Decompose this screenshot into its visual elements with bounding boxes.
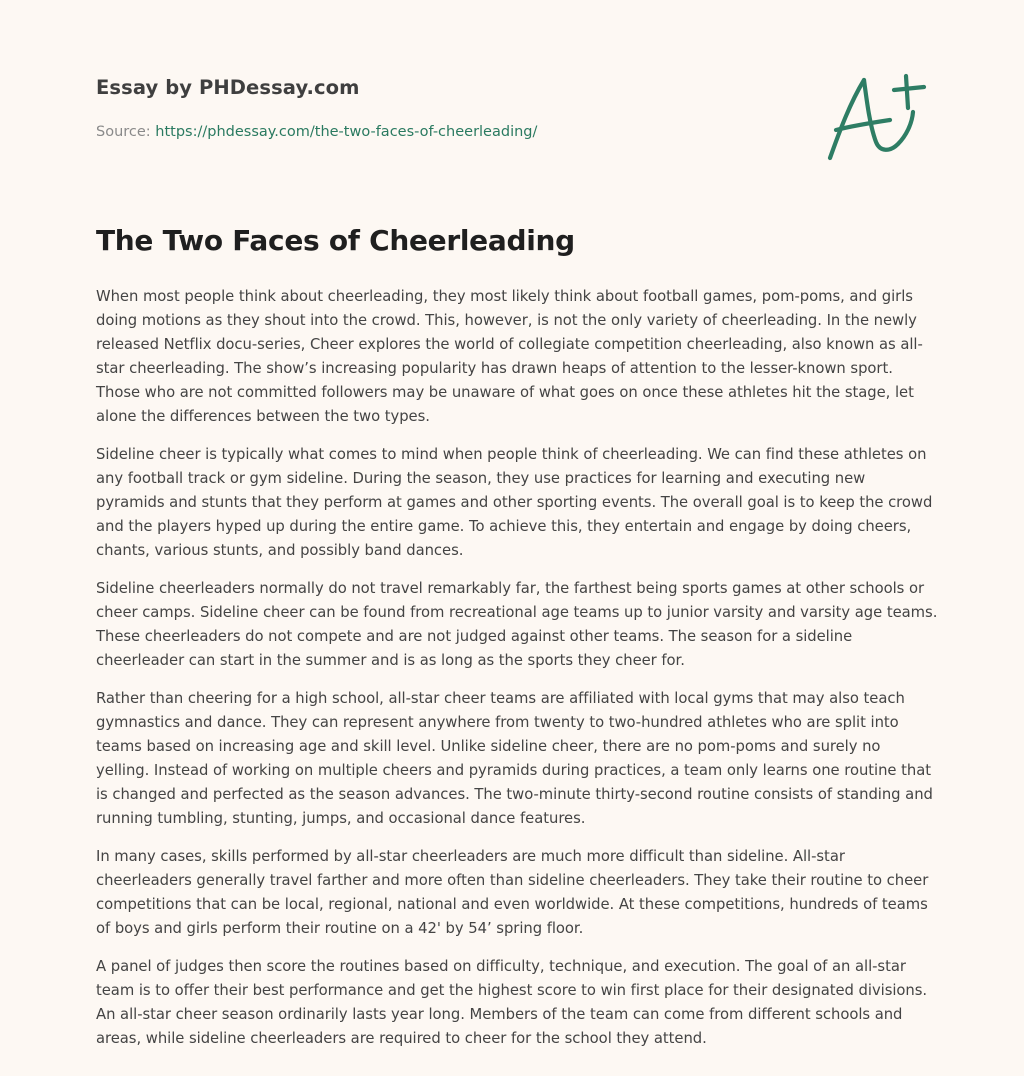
essay-paragraph: In many cases, skills performed by all-star cheerleaders are much more difficult than sideline. All-star cheerleaders generally travel farther and more often than sideline cheerleaders. They take their routine to cheer competitions that can be local, regional, national and even worldwide. At these competitions, hundreds of teams of boys and girls perform their routine on a 42' by 54’ spring floor. [96,848,929,937]
source-line [96,124,537,140]
essay-paragraph: A panel of judges then score the routines based on difficulty, technique, and execution. The goal of an all-star team is to offer their best performance and get the highest score to win first place for their designated divisions. An all-star cheer season ordinarily lasts year long. Members of the team can come from different schools and areas, while sideline cheerleaders are required to cheer for the school they attend. [96,958,928,1047]
source-link[interactable]: https://phdessay.com/the-two-faces-of-cheerleading/ [155,124,538,140]
essay-paragraph: Rather than cheering for a high school, all-star cheer teams are affiliated with local gyms that may also teach gymnastics and dance. They can represent anywhere from twenty to two-hundred athletes who are split into teams based on increasing age and skill level. Unlike sideline cheer, there are no pom-poms and surely no yelling. Instead of working on multiple cheers and pyramids during practices, a team only learns one routine that is changed and perfected as the season advances. The two-minute thirty-second routine consists of standing and running tumbling, stunting, jumps, and occasional dance features. [96,690,933,827]
a-plus-logo-icon [820,68,930,164]
essay-paragraph: Sideline cheerleaders normally do not travel remarkably far, the farthest being sports games at other schools or cheer camps. Sideline cheer can be found from recreational age teams up to junior varsity and varsity age teams. These cheerleaders do not compete and are not judged against other teams. The season for a sideline cheerleader can start in the summer and is as long as the sports they cheer for. [96,580,938,669]
page-header [96,76,928,140]
essay-paragraph: Sideline cheer is typically what comes to mind when people think of cheerleading. We can find these athletes on any football track or gym sideline. During the season, they use practices for learning and executing new pyramids and stunts that they perform at games and other sporting events. The overall goal is to keep the crowd and the players hyped up during the entire game. To achieve this, they entertain and engage by doing cheers, chants, various stunts, and possibly band dances. [96,446,933,559]
essay-body [96,285,938,1065]
source-label: Source: [96,124,151,140]
essay-paragraph: When most people think about cheerleading, they most likely think about football games, pom-poms, and girls doing motions as they shout into the crowd. This, however, is not the only variety of cheerleading. In the newly released Netflix docu-series, Cheer explores the world of collegiate competition cheerleading, also known as all-star cheerleading. The show’s increasing popularity has drawn heaps of attention to the lesser-known sport. Those who are not committed followers may be unaware of what goes on once these athletes hit the stage, let alone the differences between the two types. [96,288,923,425]
essay-title: The Two Faces of Cheerleading [96,224,575,257]
brand-title: Essay by PHDessay.com [96,76,360,99]
